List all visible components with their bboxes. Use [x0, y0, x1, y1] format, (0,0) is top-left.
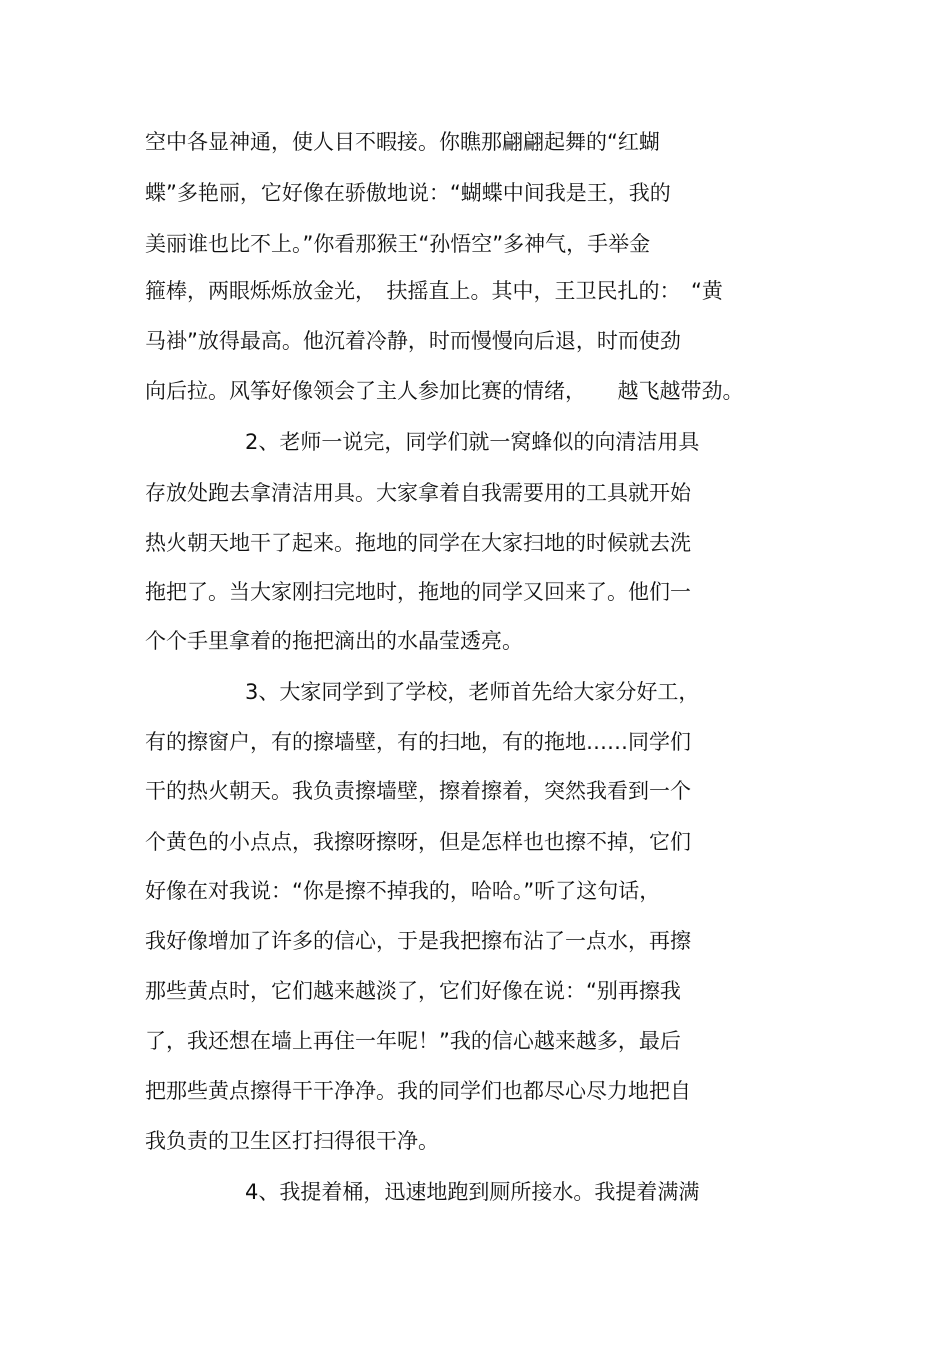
text-line: 马褂”放得最高。他沉着冷静，时而慢慢向后退，时而使劲 — [145, 329, 681, 353]
text-line: 个个手里拿着的拖把滴出的水晶莹透亮。 — [145, 629, 523, 653]
text-line: 我好像增加了许多的信心，于是我把擦布沾了一点水，再擦 — [145, 929, 691, 953]
text-line: 向后拉。风筝好像领会了主人参加比赛的情绪， 越飞越带劲。 — [145, 379, 744, 403]
text-line: 了，我还想在墙上再住一年呢！”我的信心越来越多，最后 — [145, 1029, 681, 1053]
text-line: 把那些黄点擦得干干净净。我的同学们也都尽心尽力地把自 — [145, 1079, 691, 1103]
text-line: 有的擦窗户，有的擦墙壁，有的扫地，有的拖地……同学们 — [145, 730, 691, 754]
text-line: 蝶”多艳丽，它好像在骄傲地说：“蝴蝶中间我是王，我的 — [145, 181, 671, 205]
text-line: 好像在对我说：“你是擦不掉我的，哈哈。”听了这句话， — [145, 879, 661, 903]
text-line: 空中各显神通，使人目不暇接。你瞧那翩翩起舞的“红蝴 — [145, 130, 660, 154]
text-line: 存放处跑去拿清洁用具。大家拿着自我需要用的工具就开始 — [145, 481, 691, 505]
text-line: 箍棒，两眼烁烁放金光， 扶摇直上。其中，王卫民扎的： “黄 — [145, 279, 723, 303]
text-line: 个黄色的小点点，我擦呀擦呀，但是怎样也也擦不掉，它们 — [145, 830, 691, 854]
text-line: 热火朝天地干了起来。拖地的同学在大家扫地的时候就去洗 — [145, 531, 691, 555]
paragraph-start-line: 3、大家同学到了学校，老师首先给大家分好工， — [245, 680, 700, 704]
paragraph-start-line: 4、我提着桶，迅速地跑到厕所接水。我提着满满 — [245, 1180, 700, 1204]
text-line: 干的热火朝天。我负责擦墙壁，擦着擦着，突然我看到一个 — [145, 779, 691, 803]
text-line: 那些黄点时，它们越来越淡了，它们好像在说：“别再擦我 — [145, 979, 681, 1003]
text-line: 拖把了。当大家刚扫完地时，拖地的同学又回来了。他们一 — [145, 580, 691, 604]
text-line: 美丽谁也比不上。”你看那猴王“孙悟空”多神气，手举金 — [145, 232, 651, 256]
text-line: 我负责的卫生区打扫得很干净。 — [145, 1129, 439, 1153]
paragraph-start-line: 2、老师一说完，同学们就一窝蜂似的向清洁用具 — [245, 430, 700, 454]
